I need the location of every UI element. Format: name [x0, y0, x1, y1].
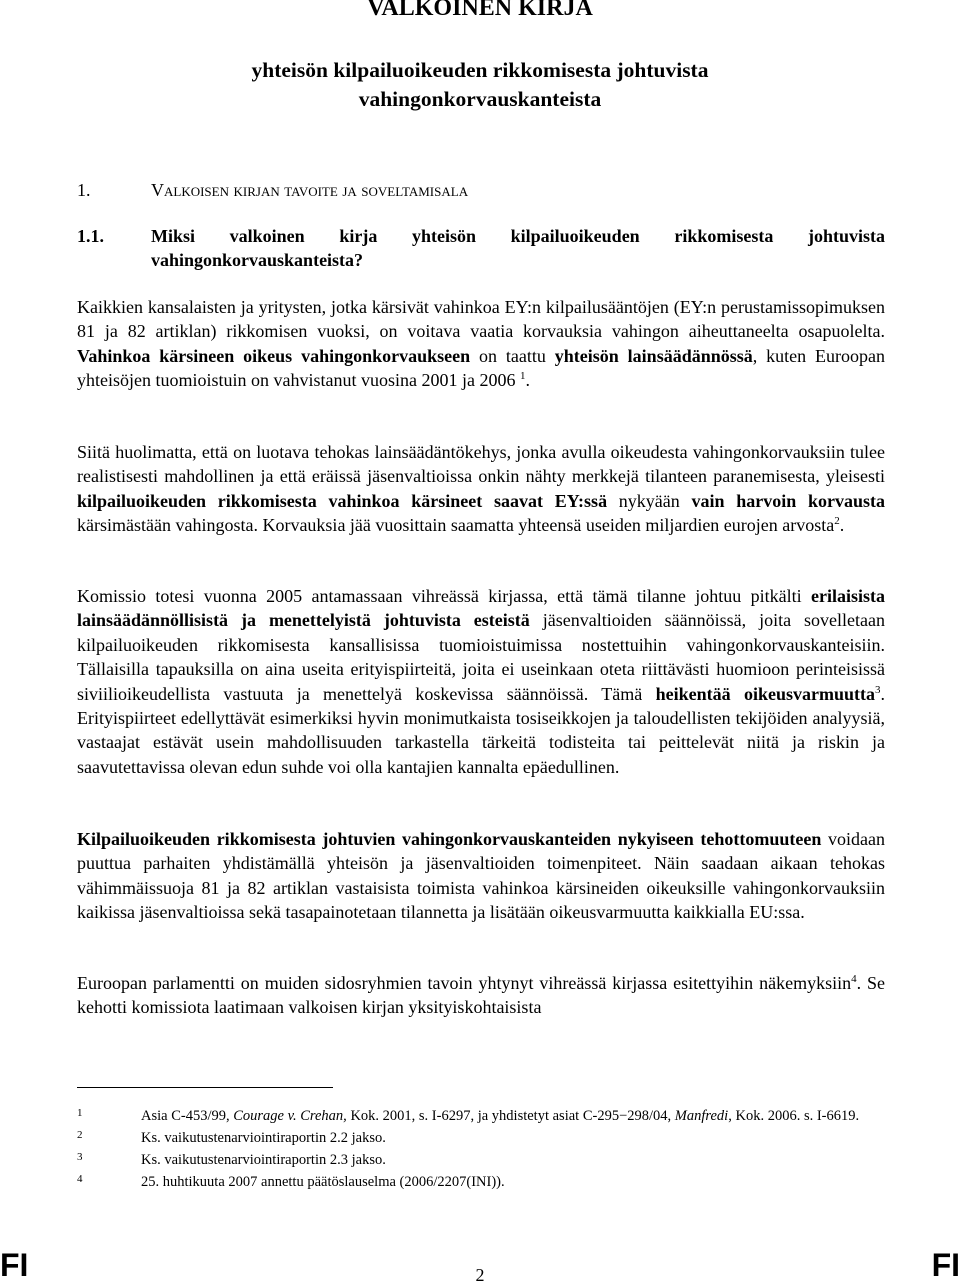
p4-text-b: voidaan puuttua parhaiten yhdistämällä yhteisön ja jäsenvaltioiden toimenpiteet. Näin saadaan aikaan tehokas vähimmäissuoja 81 ja 82 artiklan vastaisista toimista vahinkoa kärsineiden oikeuksille vahingonkorvauksiin kaikissa jäsenvaltioissa sekä tasapainotetaan tilannetta ja lisätään oikeusvarmuutta kaikkialla EU:ssa.: [77, 829, 886, 923]
footnote-ref-1[interactable]: 1: [519, 370, 526, 383]
footnote-1-case-name-2: Manfredi: [674, 1108, 729, 1124]
subsection-heading: [77, 224, 885, 272]
footnote-1: [77, 1107, 897, 1126]
footnote-number: 2: [77, 1129, 83, 1141]
page-number: 2: [475, 1265, 485, 1285]
paragraph-4: [77, 827, 885, 925]
subsection-number: 1.1.: [77, 226, 104, 246]
p2-end: .: [839, 515, 845, 536]
p1-bold-b: Vahinkoa kärsineen oikeus vahingonkorvaukseen: [77, 345, 471, 366]
subtitle-line-1: yhteisön kilpailuoikeuden rikkomisesta johtuvista: [251, 58, 709, 82]
paragraph-2: [77, 440, 885, 538]
footnote-ref-2[interactable]: 2: [834, 515, 840, 528]
document-title: VALKOINEN KIRJA: [367, 0, 593, 21]
footnote-text: Ks. vaikutustenarviointiraportin 2.2 jakso.: [141, 1130, 386, 1146]
subtitle-line-2: vahingonkorvauskanteista: [358, 87, 602, 111]
footnote-text: Ks. vaikutustenarviointiraportin 2.3 jakso.: [141, 1152, 386, 1168]
p2-text-e: kärsimästään vahingosta. Korvauksia jää vuosittain saamatta yhteensä useiden miljardien eurojen arvosta: [77, 515, 835, 536]
footnote-1-case-name: Courage v. Crehan,: [233, 1108, 347, 1124]
p2-bold-b: kilpailuoikeuden rikkomisesta vahinkoa kärsineet saavat EY:ssä: [77, 490, 608, 511]
footnote-ref-3[interactable]: 3: [875, 683, 881, 696]
p1-text-a: Kaikkien kansalaisten ja yritysten, jotka kärsivät vahinkoa EY:n kilpailusääntöjen (EY:n perustamissopimuksen 81 ja 82 artiklan) rikkomisen vuoksi, on voitava vaatia korvauksia vahingon aiheuttaneelta osapuolelta.: [77, 297, 885, 342]
footnote-text: 25. huhtikuuta 2007 annettu päätöslauselma (2006/2207(INI)).: [141, 1174, 505, 1190]
footnote-number: 1: [77, 1107, 83, 1119]
language-code-left: FI: [0, 1247, 29, 1283]
p5-text-b: . Se kehotti komissiota laatimaan valkoisen kirjan yksityiskohtaisista: [77, 973, 885, 1018]
footnote-divider: [77, 1087, 333, 1088]
p1-bold-d: yhteisön lainsäädännössä: [554, 345, 753, 366]
p3-bold-b: erilaisista lainsäädännöllisistä ja menettelyistä johtuvista esteistä: [77, 586, 885, 631]
p3-text-c: jäsenvaltioiden säännöissä, joita sovelletaan kilpailuoikeuden rikkomisesta kansallisissa tuomioistuimissa nostettuihin vahingonkorvauskanteisiin. Tällaisilla tapauksilla on aina useita erityispiirteitä, joita ei useinkaan oteta riittävästi huomioon perinteisissä siviilioikeudellista vastuuta ja menettelyä koskevissa säännöissä. Tämä: [77, 610, 885, 704]
footnote-ref-4[interactable]: 4: [851, 973, 857, 985]
subsection-title: Miksi valkoinen kirja yhteisön kilpailuoikeuden rikkomisesta johtuvista vahingonkorvauskanteista?: [151, 226, 885, 270]
p2-bold-d: vain harvoin korvausta: [691, 490, 886, 511]
paragraph-1: [77, 295, 885, 393]
p1-end: .: [525, 370, 530, 391]
language-code-right: FI: [931, 1247, 960, 1283]
p5-text-a: Euroopan parlamentti on muiden sidosryhmien tavoin yhtynyt vihreässä kirjassa esitettyihin näkemyksiin: [77, 973, 852, 993]
p3-bold-d: heikentää oikeusvarmuutta: [655, 683, 875, 704]
footnote-3: [77, 1151, 897, 1170]
document-subtitle: [0, 56, 960, 114]
p2-text-a: Siitä huolimatta, että on luotava tehokas lainsäädäntökehys, jonka avulla oikeudesta vahingonkorvauksiin tulee realistisesti mahdollinen ja että eräissä jäsenvaltioissa onkin nähty merkkejä tilanteen paranemisesta, yleisesti: [77, 442, 885, 487]
p3-text-e: . Erityispiirteet edellyttävät esimerkiksi hyvin monimutkaista tosiseikkojen ja taloudellisten tekijöiden analyysiä, vastaajat estävät usein mahdollisuuden tarkastella tärkeitä todisteita tai peittelevät niitä ja riskin ja saavutettavissa olevan edun suhde voi olla kantajien kannalta epäedullinen.: [77, 683, 885, 777]
section-number: 1.: [77, 180, 91, 200]
footnote-text: [141, 1107, 897, 1126]
footnote-2: [77, 1129, 897, 1148]
paragraph-5: [77, 971, 885, 1020]
p1-text-c: on taattu: [470, 345, 555, 366]
footnote-4: [77, 1173, 897, 1192]
p2-text-c: nykyään: [607, 490, 692, 511]
footnote-number: 3: [77, 1151, 83, 1163]
p3-text-a: Komissio totesi vuonna 2005 antamassaan vihreässä kirjassa, että tämä tilanne johtuu pitkälti: [77, 586, 811, 606]
footnote-1-part-e: , Kok. 2006. s. I-6619.: [728, 1108, 860, 1124]
footnotes: [77, 1107, 897, 1195]
footnote-1-part-a: Asia C-453/99,: [141, 1108, 234, 1124]
paragraph-3: [77, 584, 885, 779]
p1-text-e: , kuten Euroopan yhteisöjen tuomioistuin on vahvistanut vuosina 2001 ja 2006: [77, 345, 885, 391]
footnote-1-part-c: Kok. 2001, s. I-6297, ja yhdistetyt asiat C-295−298/04,: [346, 1108, 675, 1124]
section-heading: [77, 178, 468, 202]
section-title: Valkoisen kirjan tavoite ja soveltamisala: [151, 180, 469, 200]
footnote-number: 4: [77, 1173, 83, 1185]
p4-bold-a: Kilpailuoikeuden rikkomisesta johtuvien vahingonkorvauskanteiden nykyiseen tehottomuuteen: [77, 829, 822, 849]
